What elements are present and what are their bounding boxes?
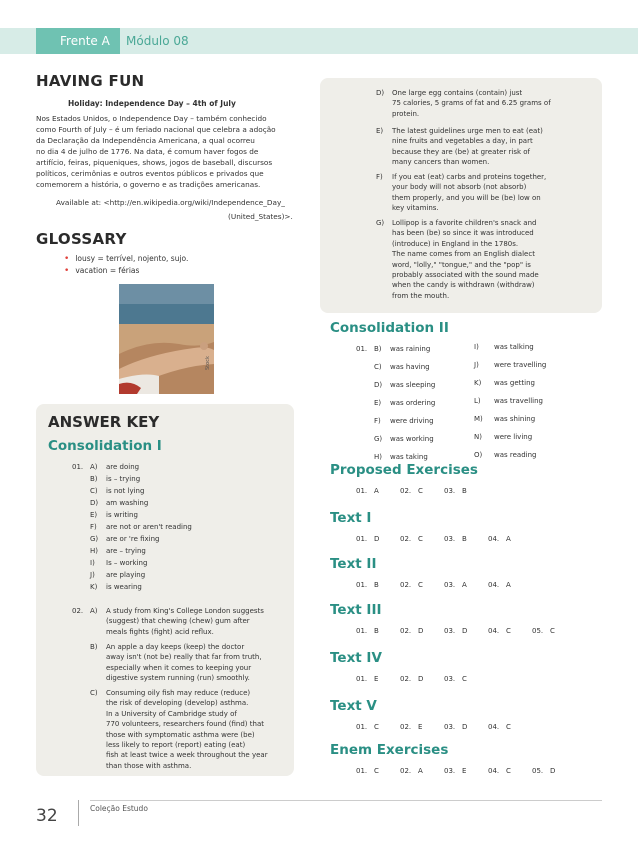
item-letter: J) (474, 361, 479, 369)
answer-line: away isn't (not be) really that far from truth, (106, 653, 262, 662)
answer-line: than those with asthma. (106, 761, 192, 770)
answer-letter: B (374, 627, 379, 635)
item-answer: were driving (390, 417, 434, 425)
answer-line: protein. (392, 109, 420, 118)
answer-line: nine fruits and vegetables a day, in part (392, 137, 533, 146)
answer-line: word, "lolly," "tongue," and the "pop" is (392, 260, 531, 269)
section-title: Proposed Exercises (330, 462, 478, 478)
item-answer: was reading (494, 451, 537, 459)
item-letter: E) (376, 127, 384, 135)
answer-letter: A (374, 487, 379, 495)
item-letter: K) (474, 379, 482, 387)
answer-number: 03. (444, 723, 456, 731)
answer-number: 01. (356, 675, 368, 683)
item-letter: F) (376, 173, 383, 181)
answer-number: 02. (400, 767, 412, 775)
item-answer: were travelling (494, 361, 547, 369)
section-title: Text I (330, 510, 372, 526)
answer-number: 03. (444, 627, 456, 635)
item-letter: G) (90, 535, 99, 543)
section-title: Enem Exercises (330, 742, 449, 758)
item-answer: are – trying (106, 547, 146, 555)
having-fun-subtitle: Holiday: Independence Day – 4th of July (68, 99, 236, 108)
answer-letter: B (462, 487, 467, 495)
item-answer: are playing (106, 571, 146, 579)
answer-line: An apple a day keeps (keep) the doctor (106, 643, 245, 651)
item-letter: G) (376, 219, 385, 227)
answer-line: when the candy is withdrawn (withdraw) (392, 281, 535, 290)
answer-line: the risk of developing (develop) asthma. (106, 699, 249, 708)
answer-number: 03. (444, 767, 456, 775)
item-letter: K) (90, 583, 98, 591)
answer-number: 05. (532, 767, 544, 775)
footer-rule (90, 800, 602, 801)
item-letter: D) (376, 89, 385, 97)
item-letter: B) (90, 643, 98, 651)
answer-number: 02. (400, 627, 412, 635)
item-letter: E) (374, 399, 382, 407)
answer-letter: E (462, 767, 467, 775)
header-modulo: Módulo 08 (120, 28, 638, 54)
answer-letter: B (462, 535, 467, 543)
page-number: 32 (36, 806, 58, 826)
item-letter: N) (474, 433, 482, 441)
answer-letter: C (550, 627, 555, 635)
paragraph-line: no dia 4 de julho de 1776. Na data, é comum haver fogos de (36, 147, 259, 156)
answer-number: 04. (488, 627, 500, 635)
item-answer: was raining (390, 345, 431, 353)
consolidation-1-title: Consolidation I (48, 438, 162, 454)
answer-line: A study from King's College London suggests (106, 607, 264, 615)
section-title: Text III (330, 602, 382, 618)
item-letter: G) (374, 435, 383, 443)
item-answer: were living (494, 433, 533, 441)
having-fun-title: HAVING FUN (36, 72, 145, 90)
answer-number: 01. (356, 627, 368, 635)
item-letter: B) (90, 475, 98, 483)
paragraph-line: da Declaração da Independência Americana, a qual ocorreu (36, 136, 255, 145)
answer-line: The latest guidelines urge men to eat (eat) (392, 127, 543, 135)
answer-line: especially when it comes to keeping your (106, 663, 252, 672)
item-answer: was taking (390, 453, 428, 461)
answer-line: 75 calories, 5 grams of fat and 6.25 grams of (392, 99, 551, 108)
exercise-number: 02. (72, 607, 84, 615)
answer-number: 04. (488, 581, 500, 589)
answer-letter: E (374, 675, 379, 683)
answer-line: (introduce) in England in the 1780s. (392, 239, 519, 248)
answer-letter: C (506, 627, 511, 635)
answer-letter: E (418, 723, 423, 731)
answer-letter: D (462, 627, 468, 635)
paragraph-line: como Fourth of July – é um feriado nacional que celebra a adoção (36, 125, 276, 134)
answer-letter: C (418, 535, 423, 543)
paragraph-line: comemorem a história, o governo e as tradições americanas. (36, 180, 261, 189)
answer-number: 04. (488, 535, 500, 543)
answer-number: 02. (400, 487, 412, 495)
answer-number: 01. (356, 487, 368, 495)
item-letter: C) (90, 487, 98, 495)
section-title: Text V (330, 698, 377, 714)
answer-number: 01. (356, 767, 368, 775)
consolidation-2-title: Consolidation II (330, 320, 449, 336)
answer-letter: A (506, 581, 511, 589)
item-answer: was having (390, 363, 430, 371)
answer-number: 04. (488, 767, 500, 775)
answer-line: Consuming oily fish may reduce (reduce) (106, 689, 251, 697)
answer-letter: B (374, 581, 379, 589)
glossary-item: • lousy = terrível, nojento, sujo. (64, 254, 189, 264)
photo-credit: Stock (205, 356, 211, 370)
footer-collection: Coleção Estudo (90, 804, 148, 813)
answer-letter: C (374, 767, 379, 775)
item-letter: O) (474, 451, 483, 459)
section-title: Text II (330, 556, 377, 572)
answer-letter: D (374, 535, 380, 543)
answer-line: because they are (be) at greater risk of (392, 147, 531, 156)
footer-divider (78, 800, 79, 826)
answer-line: (suggest) that chewing (chew) gum after (106, 617, 250, 626)
answer-letter: D (462, 723, 468, 731)
glossary-item: • vacation = férias (64, 266, 140, 276)
answer-letter: C (374, 723, 379, 731)
answer-line: your body will not absorb (not absorb) (392, 183, 527, 192)
answer-letter: C (462, 675, 467, 683)
answer-letter: A (462, 581, 467, 589)
item-letter: D) (374, 381, 383, 389)
answer-number: 01. (356, 535, 368, 543)
item-answer: was ordering (390, 399, 436, 407)
item-letter: F) (374, 417, 381, 425)
answer-number: 01. (356, 581, 368, 589)
answer-line: less likely to report (report) eating (eat) (106, 741, 246, 749)
answer-number: 03. (444, 535, 456, 543)
answer-line: If you eat (eat) carbs and proteins together, (392, 173, 547, 181)
item-answer: Is – working (106, 559, 148, 567)
answer-letter: D (418, 675, 424, 683)
item-answer: was talking (494, 343, 534, 351)
answer-line: probably associated with the sound made (392, 271, 539, 279)
answer-number: 05. (532, 627, 544, 635)
available-line-2: (United_States)>. (228, 212, 293, 221)
item-answer: am washing (106, 499, 149, 507)
item-letter: H) (90, 547, 98, 555)
answer-number: 01. (356, 723, 368, 731)
answer-letter: A (506, 535, 511, 543)
item-letter: J) (90, 571, 95, 579)
answer-line: fish at least twice a week throughout the year (106, 751, 268, 760)
answer-line: 770 volunteers, researchers found (find) that (106, 720, 264, 729)
exercise-number: 01. (356, 345, 368, 353)
beach-photo (119, 284, 214, 394)
answer-line: digestive system running (run) smoothly. (106, 674, 250, 683)
answer-line: In a University of Cambridge study of (106, 709, 237, 718)
header-bar (0, 28, 638, 54)
answer-line: One large egg contains (contain) just (392, 89, 523, 97)
answer-letter: D (418, 627, 424, 635)
header-frente: Frente A (36, 28, 120, 54)
answer-number: 02. (400, 723, 412, 731)
item-answer: is writing (106, 511, 138, 519)
answer-line: Lollipop is a favorite children's snack and (392, 219, 537, 227)
answer-letter: D (550, 767, 556, 775)
item-letter: D) (90, 499, 99, 507)
answer-key-title: ANSWER KEY (48, 413, 160, 431)
item-answer: are not or aren't reading (106, 523, 192, 531)
answer-line: The name comes from an English dialect (392, 250, 535, 259)
answer-line: has been (be) so since it was introduced (392, 229, 534, 238)
answer-letter: C (506, 767, 511, 775)
item-letter: M) (474, 415, 483, 423)
answer-line: from the mouth. (392, 291, 450, 300)
item-answer: is – trying (106, 475, 141, 483)
item-letter: C) (90, 689, 98, 697)
answer-line: meals fights (fight) acid reflux. (106, 627, 214, 636)
paragraph-line: artifício, feiras, piqueniques, shows, jogos de baseball, discursos (36, 158, 273, 167)
item-answer: was shining (494, 415, 536, 423)
answer-number: 03. (444, 675, 456, 683)
item-letter: A) (90, 607, 98, 615)
paragraph-line: Nos Estados Unidos, o Independence Day – também conhecido (36, 114, 267, 123)
item-letter: F) (90, 523, 97, 531)
answer-letter: C (418, 581, 423, 589)
answer-letter: C (418, 487, 423, 495)
answer-number: 02. (400, 581, 412, 589)
item-letter: C) (374, 363, 382, 371)
item-letter: E) (90, 511, 98, 519)
available-line-1: Available at: <http://en.wikipedia.org/wiki/Independence_Day_ (56, 198, 285, 207)
answer-number: 02. (400, 675, 412, 683)
paragraph-line: políticos, cerimônias e outros eventos públicos e privados que (36, 169, 264, 178)
exercise-number: 01. (72, 463, 84, 471)
answer-line: them properly, and you will be (be) low on (392, 193, 541, 202)
answer-number: 02. (400, 535, 412, 543)
item-answer: was working (390, 435, 434, 443)
item-answer: are doing (106, 463, 140, 471)
answer-line: key vitamins. (392, 204, 439, 213)
header-accent (0, 28, 36, 54)
item-letter: B) (374, 345, 382, 353)
item-letter: I) (474, 343, 479, 351)
item-letter: A) (90, 463, 98, 471)
item-answer: are or 're fixing (106, 535, 160, 543)
item-letter: H) (374, 453, 382, 461)
item-answer: was travelling (494, 397, 543, 405)
section-title: Text IV (330, 650, 382, 666)
answer-letter: C (506, 723, 511, 731)
answer-line: those with symptomatic asthma were (be) (106, 730, 255, 739)
answer-number: 04. (488, 723, 500, 731)
answer-number: 03. (444, 487, 456, 495)
answer-line: many cancers than women. (392, 158, 490, 167)
answer-letter: A (418, 767, 423, 775)
item-answer: was sleeping (390, 381, 436, 389)
item-letter: L) (474, 397, 481, 405)
item-letter: I) (90, 559, 95, 567)
item-answer: is not lying (106, 487, 145, 495)
item-answer: was getting (494, 379, 535, 387)
answer-number: 03. (444, 581, 456, 589)
item-answer: is wearing (106, 583, 142, 591)
glossary-title: GLOSSARY (36, 230, 127, 248)
